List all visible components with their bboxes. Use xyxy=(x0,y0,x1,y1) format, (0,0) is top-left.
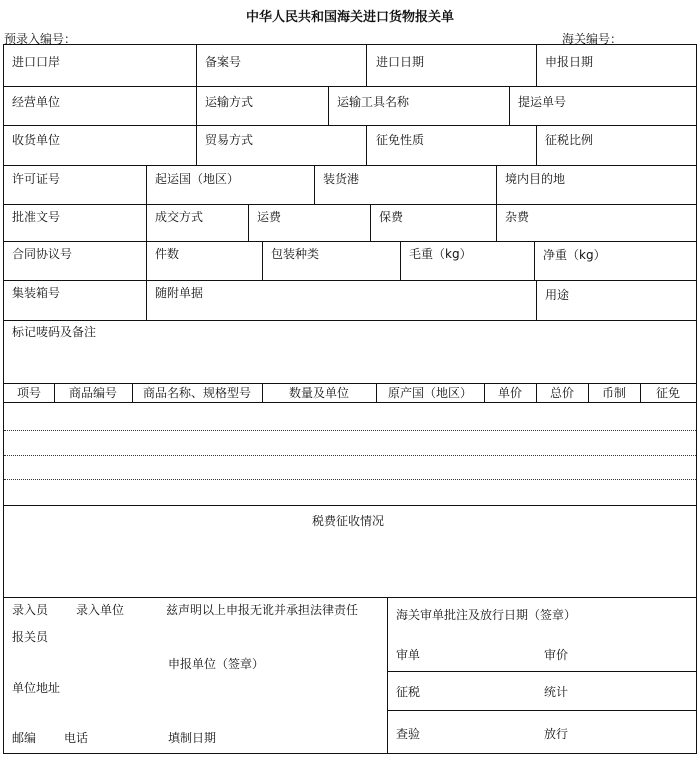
col-divider xyxy=(146,165,147,204)
import-date-label: 进口日期 xyxy=(376,55,425,69)
col-divider xyxy=(536,45,537,86)
marks-remarks-label: 标记唛码及备注 xyxy=(12,325,97,339)
col-divider xyxy=(328,86,329,125)
row-divider xyxy=(4,165,696,166)
tax-ratio-label: 征税比例 xyxy=(545,133,594,147)
deal-mode-label: 成交方式 xyxy=(155,210,204,224)
contract-no-label: 合同协议号 xyxy=(12,247,73,261)
col-divider xyxy=(262,241,263,280)
trade-mode-label: 贸易方式 xyxy=(205,133,254,147)
col-divider xyxy=(400,241,401,280)
phone-label: 电话 xyxy=(64,731,89,745)
form-title: 中华人民共和国海关进口货物报关单 xyxy=(245,10,454,25)
row-divider xyxy=(4,241,696,242)
col-divider xyxy=(366,45,367,86)
inspection-label: 查验 xyxy=(396,727,421,741)
broker-label: 报关员 xyxy=(12,630,49,644)
col-origin-country: 原产国（地区） xyxy=(387,386,472,400)
col-divider xyxy=(536,125,537,165)
net-weight-label: 净重（kg） xyxy=(543,248,606,262)
col-currency: 币制 xyxy=(601,386,626,400)
package-type-label: 包装种类 xyxy=(271,247,320,261)
container-no-label: 集装箱号 xyxy=(12,286,61,300)
row-divider xyxy=(4,320,696,321)
transport-name-label: 运输工具名称 xyxy=(337,95,410,109)
declaration-statement: 兹声明以上申报无讹并承担法律责任 xyxy=(166,603,359,617)
pre-entry-no-label: 预录入编号： xyxy=(4,32,77,46)
fill-date-label: 填制日期 xyxy=(168,731,217,745)
col-divider xyxy=(196,86,197,125)
customs-approval-label: 海关审单批注及放行日期（签章） xyxy=(396,608,577,622)
col-divider xyxy=(196,125,197,165)
postcode-label: 邮编 xyxy=(12,731,37,745)
col-total-price: 总价 xyxy=(549,386,574,400)
declaration-form xyxy=(3,44,697,754)
loading-port-label: 装货港 xyxy=(323,172,360,186)
col-unit-price: 单价 xyxy=(497,386,522,400)
gross-weight-label: 毛重（kg） xyxy=(409,247,472,261)
transport-mode-label: 运输方式 xyxy=(205,95,254,109)
col-divider xyxy=(496,165,497,204)
consignee-label: 收货单位 xyxy=(12,133,61,147)
row-divider xyxy=(4,204,696,205)
goods-dotted-line xyxy=(4,479,696,480)
statistics-label: 统计 xyxy=(544,685,569,699)
col-divider xyxy=(146,204,147,241)
usage-label: 用途 xyxy=(545,288,570,302)
row-divider xyxy=(4,505,696,506)
declaring-unit-label: 申报单位（签章） xyxy=(168,657,265,671)
col-divider xyxy=(536,280,537,320)
approval-no-label: 批准文号 xyxy=(12,210,61,224)
declare-date-label: 申报日期 xyxy=(545,55,594,69)
record-no-label: 备案号 xyxy=(205,55,242,69)
license-no-label: 许可证号 xyxy=(12,172,61,186)
entry-person-label: 录入员 xyxy=(12,603,49,617)
col-exemption: 征免 xyxy=(655,386,680,400)
freight-label: 运费 xyxy=(257,210,282,224)
col-divider xyxy=(534,241,535,280)
col-divider xyxy=(196,45,197,86)
row-divider xyxy=(4,125,696,126)
import-port-label: 进口口岸 xyxy=(12,55,61,69)
row-divider xyxy=(387,710,696,711)
row-divider xyxy=(4,86,696,87)
col-divider xyxy=(366,125,367,165)
col-divider xyxy=(314,165,315,204)
release-label: 放行 xyxy=(544,727,569,741)
col-divider xyxy=(370,204,371,241)
destination-label: 境内目的地 xyxy=(505,172,566,186)
exemption-nature-label: 征免性质 xyxy=(376,133,425,147)
unit-address-label: 单位地址 xyxy=(12,681,61,695)
insurance-label: 保费 xyxy=(379,210,404,224)
review-label: 审单 xyxy=(396,648,421,662)
col-divider xyxy=(146,280,147,320)
row-divider xyxy=(4,597,696,598)
valuation-label: 审价 xyxy=(544,648,569,662)
origin-country-label: 起运国（地区） xyxy=(155,172,240,186)
col-product-code: 商品编号 xyxy=(68,386,117,400)
customs-no-label: 海关编号： xyxy=(562,32,623,46)
col-divider xyxy=(496,204,497,241)
entry-unit-label: 录入单位 xyxy=(76,603,125,617)
row-divider xyxy=(4,280,696,281)
row-divider xyxy=(4,383,696,384)
row-divider xyxy=(387,671,696,672)
col-quantity-unit: 数量及单位 xyxy=(288,386,349,400)
col-divider xyxy=(146,241,147,280)
tax-label: 征税 xyxy=(396,685,421,699)
goods-dotted-line xyxy=(4,455,696,456)
col-divider xyxy=(248,204,249,241)
business-unit-label: 经营单位 xyxy=(12,95,61,109)
tax-collection-label: 税费征收情况 xyxy=(312,514,385,528)
col-product-name: 商品名称、规格型号 xyxy=(142,386,251,400)
row-divider xyxy=(4,402,696,403)
attached-docs-label: 随附单据 xyxy=(155,286,204,300)
misc-fee-label: 杂费 xyxy=(505,210,530,224)
col-divider xyxy=(387,597,388,753)
col-divider xyxy=(509,86,510,125)
pieces-label: 件数 xyxy=(155,247,180,261)
col-item-no: 项号 xyxy=(16,386,41,400)
goods-dotted-line xyxy=(4,430,696,431)
bill-of-lading-label: 提运单号 xyxy=(518,95,567,109)
